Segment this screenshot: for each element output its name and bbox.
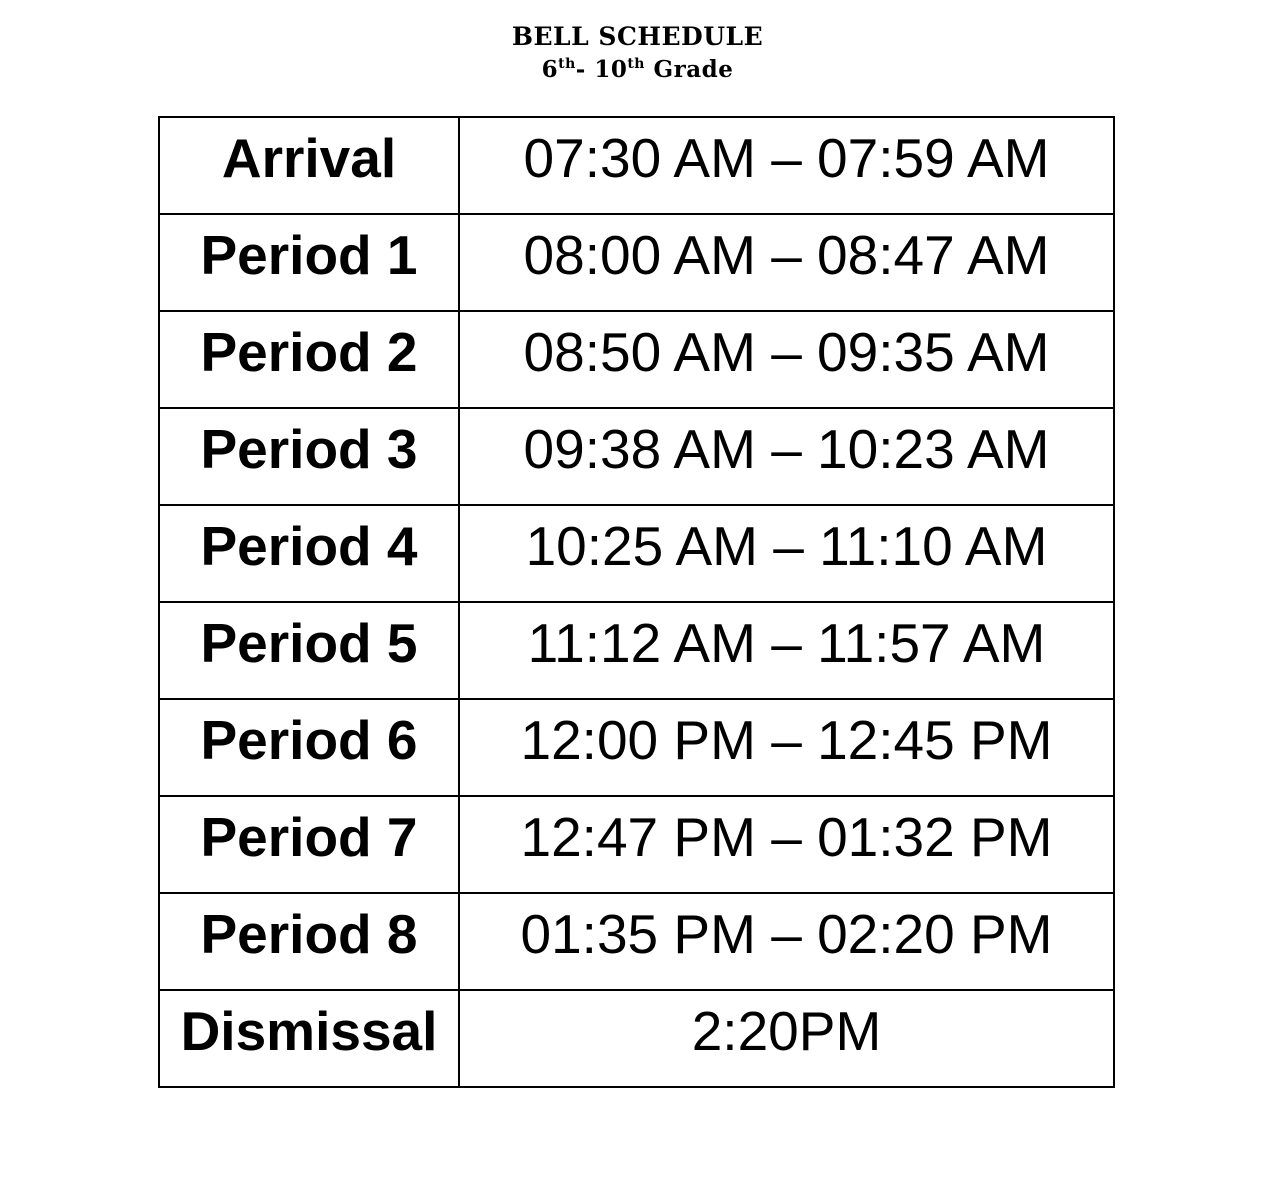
- period-label: Period 2: [200, 321, 418, 383]
- period-label-cell: [159, 699, 459, 796]
- period-label-cell: [159, 117, 459, 214]
- grade-start: 6: [541, 56, 559, 83]
- period-time-cell: [459, 117, 1114, 214]
- period-time: 12:47 PM – 01:32 PM: [520, 806, 1053, 868]
- grade-range-subtitle: [0, 54, 1275, 86]
- period-time: 01:35 PM – 02:20 PM: [520, 903, 1053, 965]
- period-label-cell: [159, 408, 459, 505]
- period-label: Arrival: [221, 127, 397, 189]
- table-row: [159, 408, 1114, 505]
- period-time-cell: [459, 893, 1114, 990]
- period-time: 09:38 AM – 10:23 AM: [523, 418, 1050, 480]
- period-time: 08:00 AM – 08:47 AM: [523, 224, 1050, 286]
- table-row: [159, 505, 1114, 602]
- table-row: [159, 699, 1114, 796]
- period-time-cell: [459, 602, 1114, 699]
- period-label: Period 3: [200, 418, 418, 480]
- period-time: 2:20PM: [691, 1000, 882, 1062]
- period-label: Period 6: [200, 709, 418, 771]
- grade-end-suffix: th: [627, 56, 645, 72]
- period-time-cell: [459, 214, 1114, 311]
- table-row: [159, 893, 1114, 990]
- period-label: Period 1: [200, 224, 418, 286]
- period-time: 07:30 AM – 07:59 AM: [523, 127, 1050, 189]
- grade-end: 10: [594, 56, 628, 83]
- table-row: [159, 214, 1114, 311]
- table-row: [159, 602, 1114, 699]
- period-time-cell: [459, 796, 1114, 893]
- period-time-cell: [459, 699, 1114, 796]
- period-time-cell: [459, 990, 1114, 1087]
- grade-separator: -: [575, 56, 595, 83]
- grade-start-suffix: th: [558, 56, 576, 72]
- period-label: Period 7: [200, 806, 418, 868]
- period-label-cell: [159, 893, 459, 990]
- period-time: 12:00 PM – 12:45 PM: [520, 709, 1053, 771]
- period-time: 08:50 AM – 09:35 AM: [523, 321, 1050, 383]
- document-title: BELL SCHEDULE: [511, 22, 764, 51]
- period-label-cell: [159, 602, 459, 699]
- period-time-cell: [459, 408, 1114, 505]
- period-time: 11:12 AM – 11:57 AM: [527, 612, 1046, 674]
- document-header: [0, 20, 1275, 86]
- bell-schedule-table: [158, 116, 1115, 1088]
- period-label: Period 8: [200, 903, 418, 965]
- period-time-cell: [459, 505, 1114, 602]
- period-label-cell: [159, 796, 459, 893]
- period-label-cell: [159, 990, 459, 1087]
- period-label-cell: [159, 311, 459, 408]
- period-time: 10:25 AM – 11:10 AM: [525, 515, 1048, 577]
- period-label: Period 4: [200, 515, 418, 577]
- grade-word: Grade: [645, 56, 734, 83]
- table-row: [159, 796, 1114, 893]
- period-time-cell: [459, 311, 1114, 408]
- table-row: [159, 990, 1114, 1087]
- period-label-cell: [159, 505, 459, 602]
- period-label: Period 5: [200, 612, 418, 674]
- period-label-cell: [159, 214, 459, 311]
- table-row: [159, 311, 1114, 408]
- period-label: Dismissal: [180, 1000, 438, 1062]
- table-row: [159, 117, 1114, 214]
